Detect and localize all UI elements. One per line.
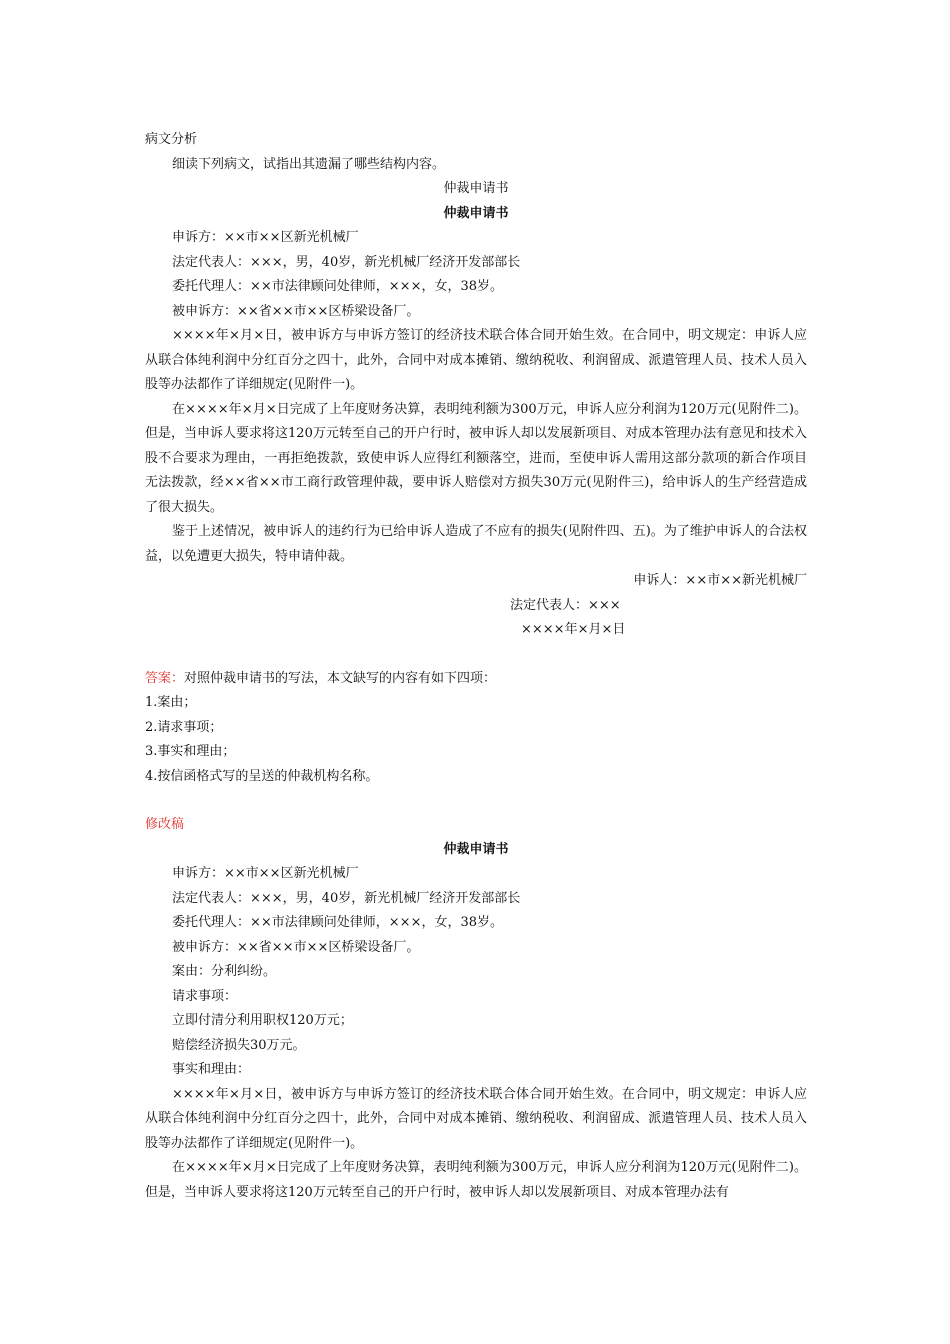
revision-facts-label: 事实和理由：: [172, 1062, 251, 1077]
revision-paragraph-2: 在××××年×月×日完成了上年度财务决算，表明纯利额为300万元，申诉人应分利润为120万元(见附件二)。但是，当申诉人要求将这120万元转至自己的开户行时，被申诉人却以发展新项目、对成本管理办法有: [145, 1160, 807, 1200]
signature-applicant: 申诉人：××市××新光机械厂: [633, 573, 807, 588]
original-agent: 委托代理人：××市法律顾问处律师，×××，女，38岁。: [172, 279, 504, 294]
revision-claims-label: 请求事项：: [172, 988, 238, 1004]
answer-item-4: 4.按信函格式写的呈送的仲裁机构名称。: [145, 768, 379, 784]
revision-label: 修改稿: [145, 817, 185, 832]
revision-appellant: 申诉方：××市××区新光机械厂: [172, 866, 359, 881]
document-page: [145, 128, 807, 1205]
revision-paragraph-1: ××××年×月×日，被申诉方与申诉方签订的经济技术联合体合同开始生效。在合同中，明文规定：申诉人应从联合体纯利润中分红百分之四十，此外，合同中对成本摊销、缴纳税收、利润留成、派遣管理人员、技术人员入股等办法都作了详细规定(见附件一)。: [145, 1086, 807, 1151]
original-title-bold: 仲裁申请书: [443, 205, 509, 221]
answer-item-1: 1.案由；: [145, 695, 197, 710]
revision-claim-2: 赔偿经济损失30万元。: [172, 1037, 306, 1053]
revision-agent: 委托代理人：××市法律顾问处律师，×××，女，38岁。: [172, 915, 504, 930]
signature-legal-rep: 法定代表人：×××: [510, 597, 621, 613]
instruction: 细读下列病文，试指出其遗漏了哪些结构内容。: [172, 156, 446, 172]
revision-legal-rep: 法定代表人：×××，男，40岁，新光机械厂经济开发部部长: [172, 890, 521, 906]
original-title-plain: 仲裁申请书: [443, 181, 509, 196]
revision-cause: 案由：分利纠纷。: [172, 964, 277, 979]
revision-claim-1: 立即付清分利用职权120万元；: [172, 1013, 353, 1028]
section-heading: 病文分析: [145, 132, 198, 147]
original-legal-rep: 法定代表人：×××，男，40岁，新光机械厂经济开发部部长: [172, 254, 521, 270]
original-appellant: 申诉方：××市××区新光机械厂: [172, 230, 359, 245]
signature-date: ××××年×月×日: [521, 622, 626, 637]
original-paragraph-2: 在××××年×月×日完成了上年度财务决算，表明纯利额为300万元，申诉人应分利润为120万元(见附件二)。但是，当申诉人要求将这120万元转至自己的开户行时，被申诉人却以发展新项目、对成本管理办法有意见和技术入股不合要求为理由，一再拒绝拨款，致使申诉人应得红利额落空，进而，至使申诉人需用这部分款项的新合作项目无法拨款，经××省××市工商行政管理仲裁，要申诉人赔偿对方损失30万元(见附件三)，给申诉人的生产经营造成了很大损失。: [145, 401, 807, 515]
answer-item-2: 2.请求事项；: [145, 719, 223, 735]
answer-line: [145, 667, 807, 692]
revision-title: 仲裁申请书: [443, 841, 509, 857]
answer-text: 对照仲裁申请书的写法，本文缺写的内容有如下四项：: [184, 670, 497, 686]
revision-respondent: 被申诉方：××省××市××区桥梁设备厂。: [172, 939, 420, 955]
answer-item-3: 3.事实和理由；: [145, 744, 236, 759]
original-paragraph-1: ××××年×月×日，被申诉方与申诉方签订的经济技术联合体合同开始生效。在合同中，明文规定：申诉人应从联合体纯利润中分红百分之四十，此外，合同中对成本摊销、缴纳税收、利润留成、派遣管理人员、技术人员入股等办法都作了详细规定(见附件一)。: [145, 328, 807, 392]
original-respondent: 被申诉方：××省××市××区桥梁设备厂。: [172, 303, 420, 319]
answer-label: 答案：: [145, 670, 185, 686]
original-paragraph-3: 鉴于上述情况，被申诉人的违约行为已给申诉人造成了不应有的损失(见附件四、五)。为了维护申诉人的合法权益，以免遭更大损失，特申请仲裁。: [145, 524, 807, 564]
